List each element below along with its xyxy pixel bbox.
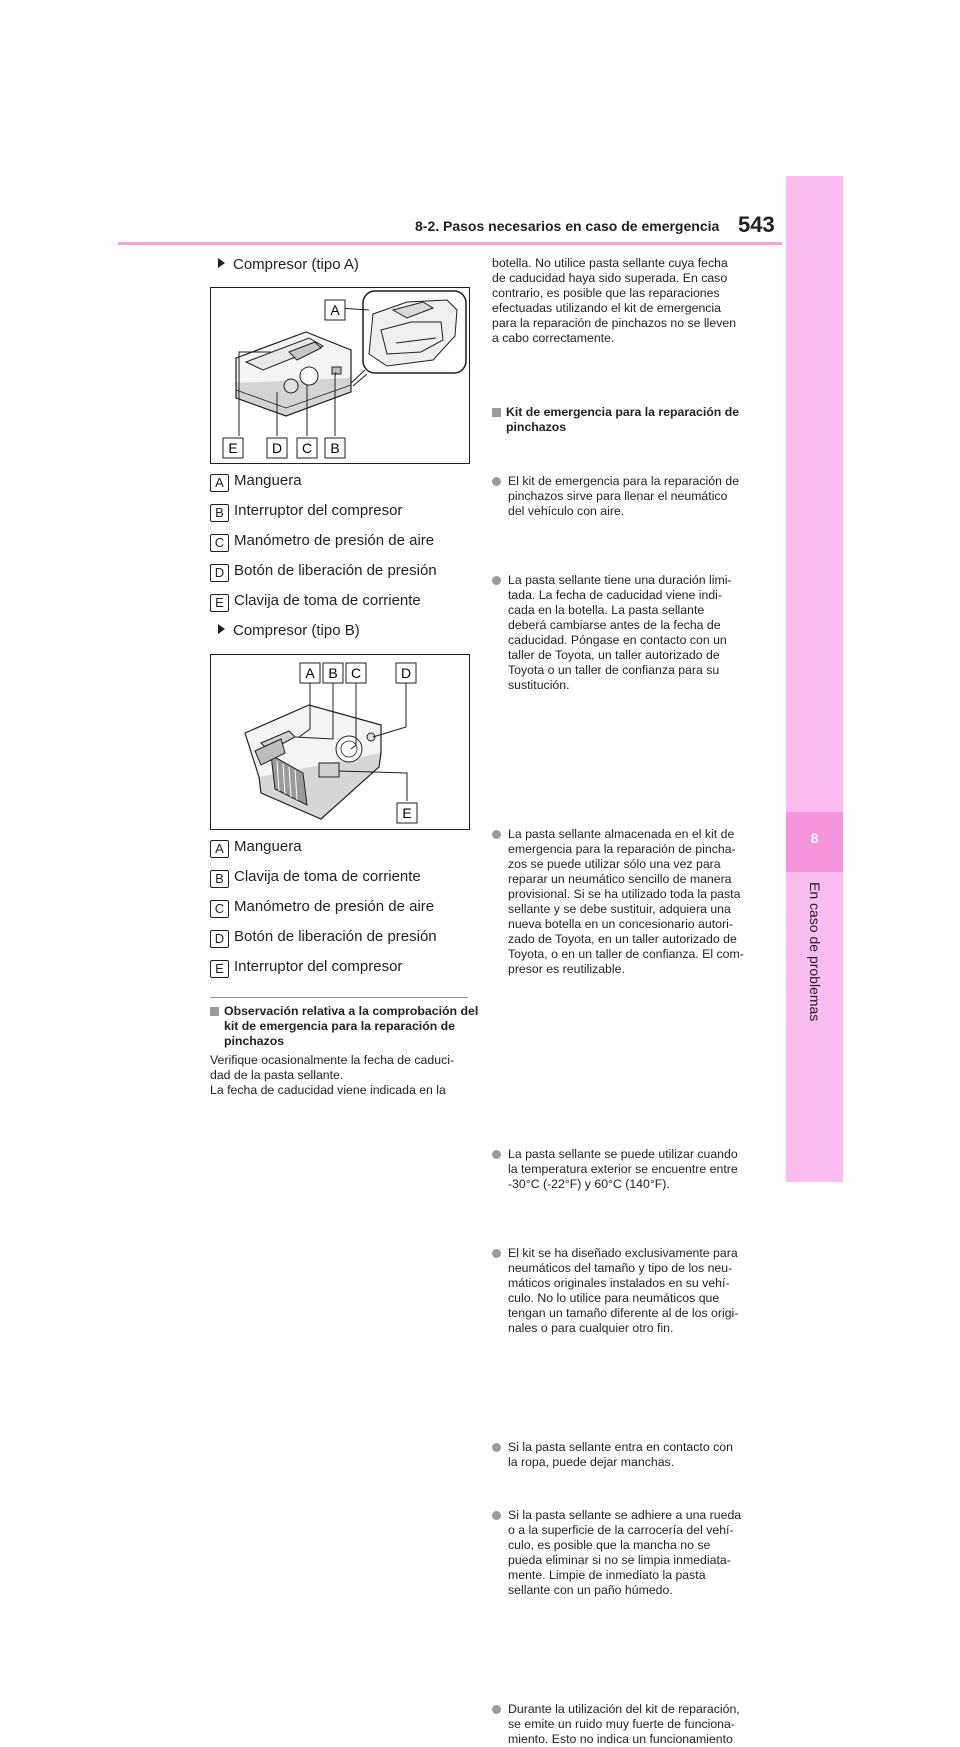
bullet-4: La pasta sellante se puede utilizar cuando la temperatura exterior se encuentre entre -30°C (-22°F) y 60°C (140°F). bbox=[492, 1147, 768, 1192]
type-a-item-c: C Manómetro de presión de aire bbox=[210, 532, 434, 550]
callout-c: C bbox=[350, 665, 362, 681]
callout-a: A bbox=[330, 302, 340, 318]
note-divider bbox=[210, 997, 468, 998]
bullet-3: La pasta sellante almacenada en el kit de emergencia para la reparación de pincha- zos se puede utilizar sólo una vez para reparar un neumático sencillo de manera provisional. Si se ha utilizado toda la pasta sellante y se debe sustituir, adquiera una nueva botella en un concesionario autori- zado de Toyota, en un taller autorizado de Toyota, o en un taller de confianza. El com- presor es reutilizable. bbox=[492, 827, 768, 977]
callout-a: A bbox=[305, 665, 315, 681]
figure-compressor-type-b bbox=[210, 654, 470, 830]
type-a-item-b: B Interruptor del compresor bbox=[210, 502, 402, 520]
dot-bullet-icon bbox=[492, 576, 501, 585]
bullet-8: Durante la utilización del kit de reparación, se emite un ruido muy fuerte de funciona- miento. Esto no indica un funcionamiento bbox=[492, 1702, 768, 1747]
type-b-item-e: E Interruptor del compresor bbox=[210, 958, 402, 976]
type-b-title: Compresor (tipo B) bbox=[218, 622, 360, 639]
page-number: 543 bbox=[738, 212, 775, 237]
compressor-type-a-illustration bbox=[211, 288, 469, 463]
chapter-number: 8 bbox=[810, 830, 819, 846]
chapter-title: En caso de problemas bbox=[807, 882, 823, 1022]
kit-heading: Kit de emergencia para la reparación de pinchazos bbox=[492, 405, 766, 435]
bullet-2: La pasta sellante tiene una duración limi- tada. La fecha de caducidad viene indi- cada en la botella. La pasta sellante deberá cambiarse antes de la fecha de caducidad. Póngase en contacto con un taller de Toyota, un taller autorizado de Toyota o un taller de confianza para su sustitución. bbox=[492, 573, 768, 693]
square-bullet-icon bbox=[210, 1007, 219, 1016]
callout-b: B bbox=[328, 665, 338, 681]
dot-bullet-icon bbox=[492, 1249, 501, 1258]
type-a-item-a: A Manguera bbox=[210, 472, 302, 490]
bullet-7: Si la pasta sellante se adhiere a una rueda o a la superficie de la carrocería del vehí- culo, es posible que la mancha no se pueda eliminar si no se limpia inmediata- mente. Limpie de inmediato la pasta sellante con un paño húmedo. bbox=[492, 1508, 768, 1598]
chapter-tab bbox=[786, 176, 843, 1182]
triangle-bullet-icon bbox=[218, 624, 225, 634]
header-rule bbox=[118, 242, 782, 245]
callout-b: B bbox=[330, 440, 340, 456]
dot-bullet-icon bbox=[492, 1443, 501, 1452]
bullet-1: El kit de emergencia para la reparación de pinchazos sirve para llenar el neumático del vehículo con aire. bbox=[492, 474, 768, 519]
bullet-5: El kit se ha diseñado exclusivamente para neumáticos del tamaño y tipo de los neu- máticos originales instalados en su vehí- culo. No lo utilice para neumáticos que tengan un tamaño diferente al de los origi- nales o para cualquier otro fin. bbox=[492, 1246, 768, 1336]
type-b-item-a: A Manguera bbox=[210, 838, 302, 856]
note-body: Verifique ocasionalmente la fecha de caduci- dad de la pasta sellante. La fecha de caducidad viene indicada en la bbox=[210, 1053, 455, 1097]
type-a-title: Compresor (tipo A) bbox=[218, 256, 359, 273]
callout-c: C bbox=[301, 440, 313, 456]
figure-compressor-type-a bbox=[210, 287, 470, 464]
square-bullet-icon bbox=[492, 408, 501, 417]
callout-e: E bbox=[228, 440, 238, 456]
type-a-item-d: D Botón de liberación de presión bbox=[210, 562, 437, 580]
section-title: 8-2. Pasos necesarios en caso de emergencia bbox=[415, 218, 720, 234]
dot-bullet-icon bbox=[492, 830, 501, 839]
type-b-item-c: C Manómetro de presión de aire bbox=[210, 898, 434, 916]
dot-bullet-icon bbox=[492, 1150, 501, 1159]
callout-d: D bbox=[271, 440, 283, 456]
bullet-6: Si la pasta sellante entra en contacto con la ropa, puede dejar manchas. bbox=[492, 1440, 768, 1470]
callout-d: D bbox=[400, 665, 412, 681]
callout-e: E bbox=[402, 805, 412, 821]
dot-bullet-icon bbox=[492, 1705, 501, 1714]
triangle-bullet-icon bbox=[218, 258, 225, 268]
compressor-type-b-illustration bbox=[211, 655, 469, 829]
right-intro-text: botella. No utilice pasta sellante cuya fecha de caducidad haya sido superada. En caso contrario, es posible que las reparaciones efectuadas utilizando el kit de emergencia para la reparación de pinchazos no se lleven a cabo correctamente. bbox=[492, 256, 737, 345]
type-a-item-e: E Clavija de toma de corriente bbox=[210, 592, 421, 610]
note-heading: Observación relativa a la comprobación del kit de emergencia para la reparación de pinchazos bbox=[210, 1004, 482, 1049]
type-b-item-d: D Botón de liberación de presión bbox=[210, 928, 437, 946]
dot-bullet-icon bbox=[492, 1511, 501, 1520]
dot-bullet-icon bbox=[492, 477, 501, 486]
type-b-item-b: B Clavija de toma de corriente bbox=[210, 868, 421, 886]
